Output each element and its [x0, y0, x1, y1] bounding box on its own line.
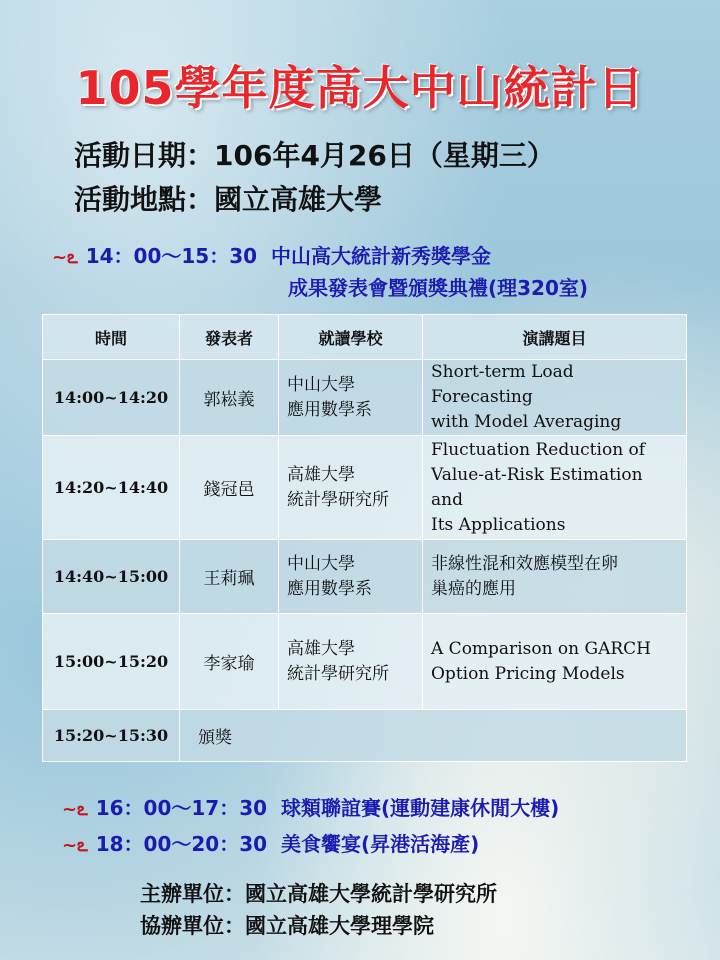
topic-line: with Model Averaging — [431, 412, 622, 432]
row-school — [279, 360, 423, 436]
event-location: 活動地點：國立高雄大學 — [74, 183, 383, 216]
row-time: 14:00~14:20 — [43, 360, 180, 436]
row-speaker: 王莉珮 — [180, 540, 279, 614]
topic-line: Its Applications — [431, 514, 566, 535]
row-topic — [423, 436, 687, 540]
session-ball-games — [62, 792, 559, 824]
table-row — [43, 360, 687, 436]
topic-line: 巢癌的應用 — [431, 578, 516, 599]
row-time: 14:40~15:00 — [43, 540, 180, 614]
topic-line: Value-at-Risk Estimation and — [431, 464, 643, 510]
session-name: 中山高大統計新秀獎學金 — [270, 244, 491, 268]
session-time: 18：00～20：30 — [95, 832, 268, 856]
school-line: 統計學研究所 — [287, 489, 389, 510]
table-row — [43, 436, 687, 540]
school-line: 應用數學系 — [287, 578, 372, 599]
row-topic — [423, 614, 687, 710]
row-school — [279, 436, 423, 540]
presentation-schedule-table — [42, 314, 687, 762]
school-line: 高雄大學 — [287, 638, 355, 659]
poster-title: 105學年度高大中山統計日 — [75, 61, 645, 115]
session-name: 球類聯誼賽(運動建康休閒大樓) — [280, 796, 560, 820]
session-scholarship-subtitle: 成果發表會暨頒獎典禮(理320室) — [288, 276, 589, 300]
co-host-organizer: 協辦單位：國立高雄大學理學院 — [140, 914, 434, 938]
row-school — [279, 614, 423, 710]
table-row — [43, 614, 687, 710]
table-row — [43, 540, 687, 614]
school-line: 高雄大學 — [287, 464, 355, 485]
topic-line: Short-term Load Forecasting — [431, 362, 574, 407]
wave-bullet-icon: ~ఽ — [52, 247, 78, 268]
table-row-award — [43, 710, 687, 762]
host-organizer: 主辦單位：國立高雄大學統計學研究所 — [140, 882, 497, 906]
school-line: 中山大學 — [287, 374, 355, 395]
wave-bullet-icon: ~ఽ — [62, 835, 88, 856]
table-header-row — [43, 315, 687, 360]
school-line: 中山大學 — [287, 553, 355, 574]
topic-line: Fluctuation Reduction of — [431, 439, 646, 460]
header-time: 時間 — [43, 315, 180, 360]
wave-bullet-icon: ~ఽ — [62, 799, 88, 820]
row-speaker: 郭崧義 — [180, 360, 279, 436]
row-speaker: 錢冠邑 — [180, 436, 279, 540]
row-school — [279, 540, 423, 614]
session-scholarship — [52, 240, 491, 272]
row-time: 15:00~15:20 — [43, 614, 180, 710]
row-topic — [423, 360, 687, 436]
school-line: 應用數學系 — [287, 399, 372, 420]
session-time: 16：00～17：30 — [95, 796, 268, 820]
topic-line: A Comparison on GARCH — [431, 638, 652, 659]
event-date: 活動日期：106年4月26日（星期三） — [74, 139, 555, 172]
topic-line: Option Pricing Models — [431, 663, 625, 684]
topic-line: 非線性混和效應模型在卵 — [431, 553, 618, 574]
row-time: 14:20~14:40 — [43, 436, 180, 540]
row-speaker: 李家瑜 — [180, 614, 279, 710]
row-topic — [423, 540, 687, 614]
session-banquet — [62, 828, 479, 860]
header-school: 就讀學校 — [279, 315, 423, 360]
header-topic: 演講題目 — [423, 315, 687, 360]
school-line: 統計學研究所 — [287, 663, 389, 684]
session-name: 美食饗宴(昇港活海產) — [280, 832, 480, 856]
award-label: 頒獎 — [180, 710, 687, 762]
header-speaker: 發表者 — [180, 315, 279, 360]
row-time: 15:20~15:30 — [43, 710, 180, 762]
session-time: 14：00～15：30 — [85, 244, 258, 268]
